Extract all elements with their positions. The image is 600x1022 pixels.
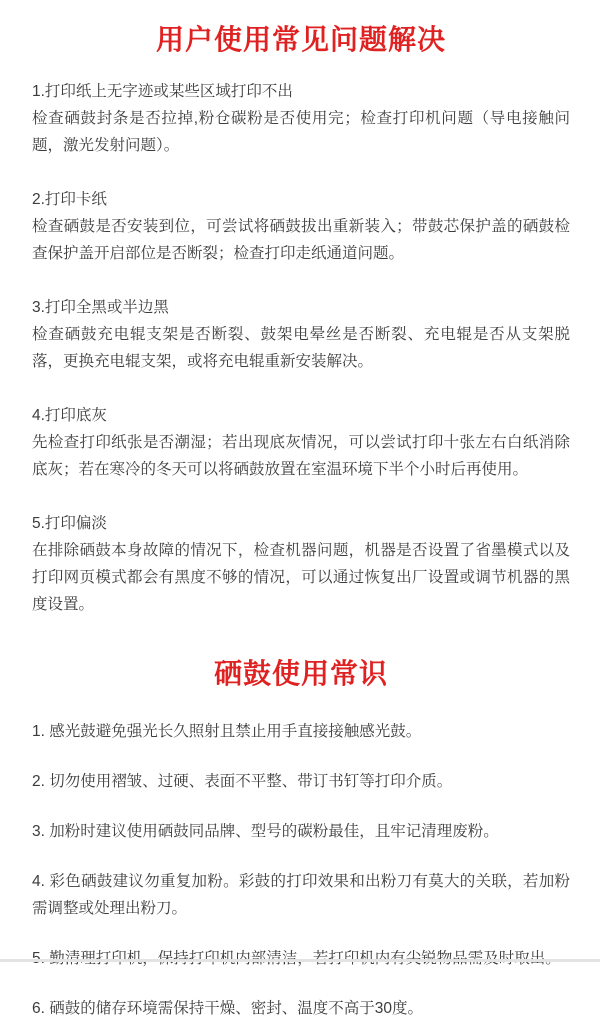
faq-question: 1.打印纸上无字迹或某些区域打印不出 (32, 83, 293, 100)
tip-item: 6. 硒鼓的储存环境需保持干燥、密封、温度不高于30度。 (32, 1000, 423, 1017)
faq-answer: 检查硒鼓充电辊支架是否断裂、鼓架电晕丝是否断裂、充电辊是否从支架脱落，更换充电辊支架，或将充电辊重新安装解决。 (32, 326, 570, 370)
faq-item (32, 78, 570, 159)
faq-question: 4.打印底灰 (32, 407, 107, 424)
faq-title: 用户使用常见问题解决 (155, 24, 446, 55)
faq-item (32, 402, 570, 483)
faq-answer: 检查硒鼓是否安装到位，可尝试将硒鼓拔出重新装入；带鼓芯保护盖的硒鼓检查保护盖开启部位是否断裂；检查打印走纸通道问题。 (32, 218, 570, 262)
tip-item: 2. 切勿使用褶皱、过硬、表面不平整、带订书钉等打印介质。 (32, 773, 453, 790)
tip-item: 1. 感光鼓避免强光长久照射且禁止用手直接接触感光鼓。 (32, 723, 422, 740)
faq-question: 3.打印全黑或半边黑 (32, 299, 169, 316)
faq-item (32, 510, 570, 618)
faq-question: 5.打印偏淡 (32, 515, 107, 532)
faq-question: 2.打印卡纸 (32, 191, 107, 208)
faq-item (32, 186, 570, 267)
tips-title: 硒鼓使用常识 (213, 658, 388, 689)
tip-item: 4. 彩色硒鼓建议勿重复加粉。彩鼓的打印效果和出粉刀有莫大的关联，若加粉需调整或处理出粉刀。 (32, 873, 570, 917)
faq-answer: 在排除硒鼓本身故障的情况下，检查机器问题，机器是否设置了省墨模式以及打印网页模式都会有黑度不够的情况，可以通过恢复出厂设置或调节机器的黑度设置。 (32, 542, 570, 613)
faq-section (32, 78, 570, 618)
faq-answer: 检查硒鼓封条是否拉掉,粉仓碳粉是否使用完；检查打印机问题（导电接触问题，激光发射问题）。 (32, 110, 570, 154)
tip-item: 3. 加粉时建议使用硒鼓同品牌、型号的碳粉最佳，且牢记清理废粉。 (32, 823, 499, 840)
faq-item (32, 294, 570, 375)
faq-answer: 先检查打印纸张是否潮湿；若出现底灰情况，可以尝试打印十张左右白纸消除底灰；若在寒冷的冬天可以将硒鼓放置在室温环境下半个小时后再使用。 (32, 434, 570, 478)
tips-section (32, 718, 570, 1022)
